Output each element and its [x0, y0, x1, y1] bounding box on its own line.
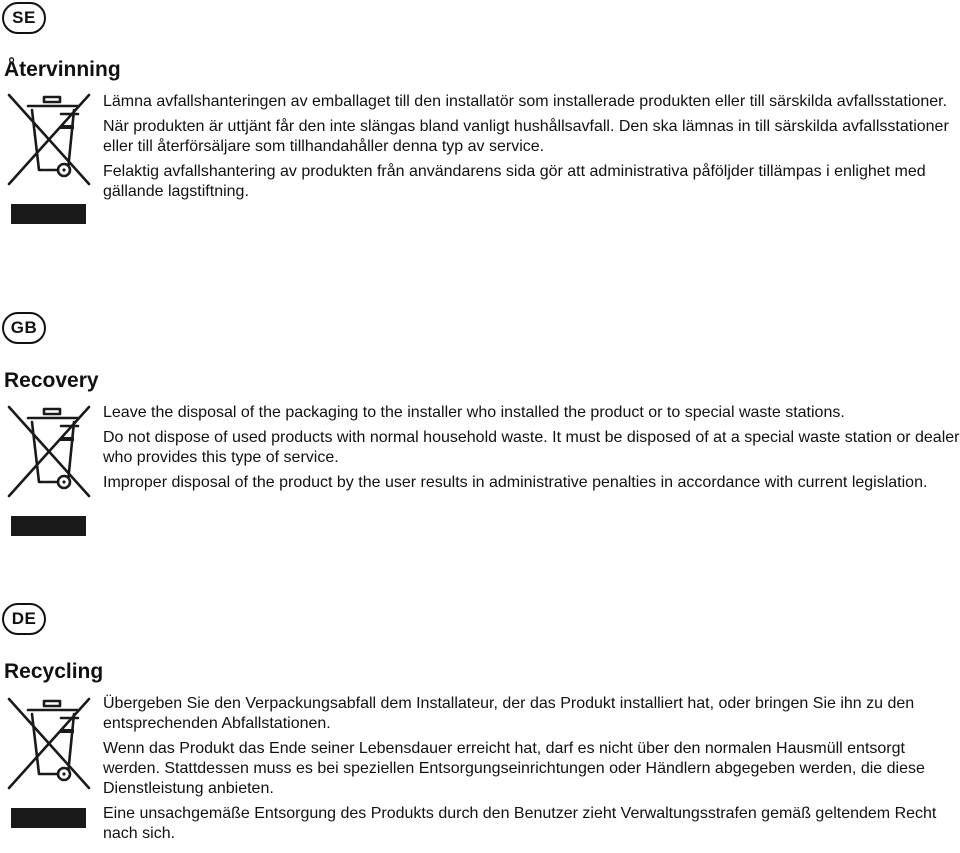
section-heading-de: Recycling: [4, 660, 104, 683]
section-gb: [0, 312, 960, 552]
paragraph: Eine unsachgemäße Entsorgung des Produkts durch den Benutzer zieht Verwaltungsstrafen gemäß geltendem Recht nach sich.: [103, 805, 937, 842]
paragraph: Wenn das Produkt das Ende seiner Lebensdauer erreicht hat, darf es nicht über den normalen Hausmüll entsorgt werden. Stattdessen muss es bei speziellen Entsorgungseinrichtungen oder Händlern abgegeben werden, die diese Dienstleistung anbieten.: [103, 740, 925, 797]
paragraph: Do not dispose of used products with normal household waste. It must be disposed of at a special waste station or dealer who provides this type of service.: [103, 429, 960, 466]
section-de: [0, 603, 960, 853]
crossed-out-wheelie-bin-icon: [6, 696, 96, 792]
crossed-out-wheelie-bin-icon: [6, 404, 96, 500]
paragraph: Leave the disposal of the packaging to the installer who installed the product or to special waste stations.: [103, 404, 845, 421]
crossed-out-wheelie-bin-icon: [6, 92, 96, 188]
paragraph: Lämna avfallshanteringen av emballaget till den installatör som installerade produkten eller till särskilda avfallsstationer.: [103, 93, 948, 110]
language-badge-de: DE: [2, 603, 46, 635]
paragraph: När produkten är uttjänt får den inte slängas bland vanligt hushållsavfall. Den ska lämnas in till särskilda avfallsstationer eller till återförsäljare som tillhandahåller denna typ av service.: [103, 118, 949, 155]
section-heading-gb: Recovery: [4, 369, 99, 392]
paragraph: Übergeben Sie den Verpackungsabfall dem Installateur, der das Produkt installiert hat, oder bringen Sie ihn zu den entsprechenden Abfallstationen.: [103, 695, 915, 732]
separate-collection-bar: [11, 204, 86, 224]
separate-collection-bar: [11, 516, 86, 536]
section-heading-se: Återvinning: [4, 58, 121, 81]
paragraph: Felaktig avfallshantering av produkten från användarens sida gör att administrativa påföljder tillämpas i enlighet med gällande lagstiftning.: [103, 163, 926, 200]
section-body-se: [103, 92, 960, 207]
paragraph: Improper disposal of the product by the user results in administrative penalties in accordance with current legislation.: [103, 474, 928, 491]
language-badge-se: SE: [2, 2, 46, 34]
language-badge-gb: GB: [2, 312, 46, 344]
section-body-de: [103, 694, 960, 849]
section-body-gb: [103, 403, 960, 498]
separate-collection-bar: [11, 808, 86, 828]
section-se: [0, 0, 960, 240]
